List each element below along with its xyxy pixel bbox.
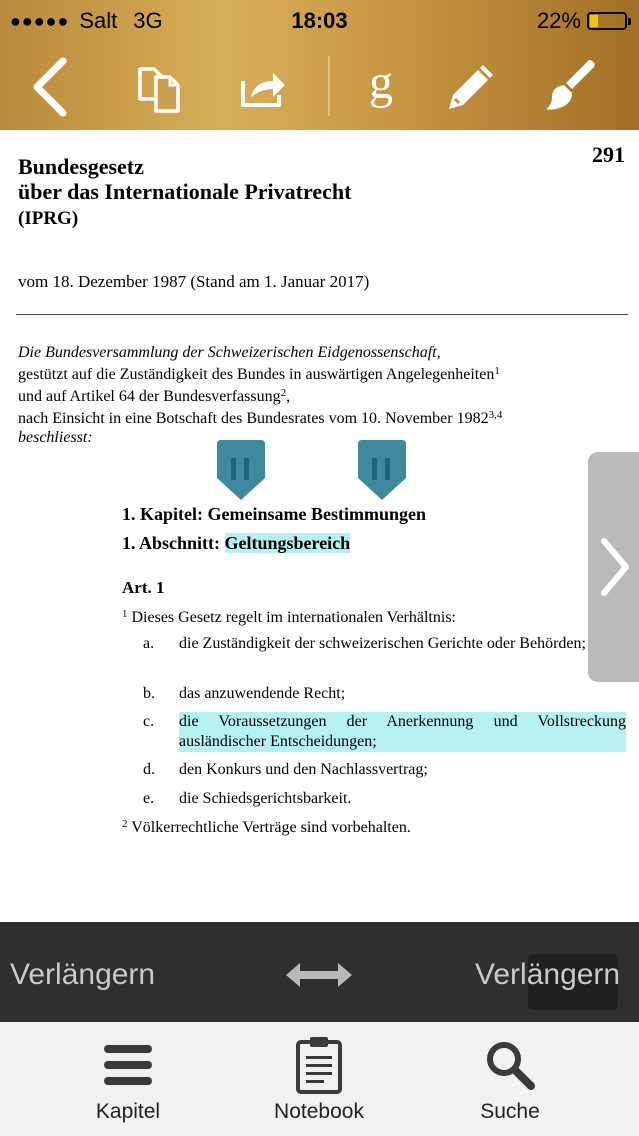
chapter-heading <box>122 500 426 558</box>
copy-button[interactable] <box>127 52 197 122</box>
preamble-line: nach Einsicht in eine Botschaft des Bundesrates vom 10. November 1982$^{3,4}$ <box>18 409 503 427</box>
highlight-button[interactable] <box>535 52 605 122</box>
tab-label: Suche <box>480 1100 540 1123</box>
menu-icon <box>102 1043 154 1087</box>
list-item: e. die Schiedsgerichtsbarkeit. <box>143 790 352 807</box>
share-button[interactable] <box>228 52 298 122</box>
google-search-icon: g <box>369 56 393 109</box>
status-bar <box>0 0 639 40</box>
double-arrow-icon <box>284 960 354 990</box>
annotate-button[interactable] <box>436 52 506 122</box>
clock: 18:03 <box>291 8 348 33</box>
carrier-name: Salt <box>79 8 118 33</box>
search-icon <box>484 1039 536 1091</box>
document-page <box>0 130 639 922</box>
document-abbreviation: (IPRG) <box>18 208 79 229</box>
back-arrow-icon <box>27 55 71 119</box>
tab-bar <box>0 1022 639 1136</box>
list-item: b. das anzuwendende Recht; <box>143 685 346 702</box>
preamble-line: gestützt auf die Zuständigkeit des Bundes in auswärtigen Angelegenheiten$^1$ <box>18 365 500 383</box>
signal-strength: ●●●●● <box>10 10 70 31</box>
selection-end-handle[interactable] <box>354 440 410 500</box>
brush-icon <box>540 57 600 117</box>
tab-label: Kapitel <box>95 1100 161 1123</box>
extend-right-button[interactable]: Verlängern <box>475 958 621 991</box>
battery-icon <box>587 12 627 30</box>
date-line: vom 18. Dezember 1987 (Stand am 1. Januar 2017) <box>18 272 370 291</box>
selection-start-handle[interactable] <box>213 440 269 500</box>
article-heading: Art. 1 <box>122 578 165 597</box>
highlighted-text[interactable]: die Voraussetzungen der Anerkennung und Vollstreckung ausländischer Entscheidungen; <box>179 713 626 750</box>
divider <box>16 314 628 315</box>
tab-label: Notebook <box>274 1100 364 1123</box>
selected-text[interactable]: Geltungsbereich <box>224 533 351 553</box>
paragraph: $^2$ Völkerrechtliche Verträge sind vorbehalten. <box>122 818 411 836</box>
clipboard-icon <box>295 1036 343 1094</box>
chapter-title: 1. Kapitel: Gemeinsame Bestimmungen <box>122 504 426 524</box>
tab-kapitel[interactable] <box>28 1034 228 1124</box>
network-type: 3G <box>133 8 163 33</box>
battery-percent: 22% <box>536 8 581 33</box>
title-line-2: über das Internationale Privatrecht <box>18 179 352 204</box>
section-title: 1. Abschnitt: Geltungsbereich <box>122 533 351 553</box>
title-line-1: Bundesgesetz <box>18 154 144 179</box>
share-icon <box>233 57 293 117</box>
preamble-line: beschliesst: <box>18 429 93 446</box>
tab-suche[interactable] <box>410 1034 610 1124</box>
chevron-right-icon <box>596 535 632 599</box>
back-button[interactable] <box>14 52 84 122</box>
preamble <box>18 343 502 447</box>
list-item: d. den Konkurs und den Nachlassvertrag; <box>143 761 428 778</box>
extend-left-button[interactable]: Verlängern <box>10 958 156 991</box>
tab-notebook[interactable] <box>219 1034 419 1124</box>
page-number: 291 <box>592 142 625 167</box>
preamble-line: Die Bundesversammlung der Schweizerischen Eidgenossenschaft, <box>18 344 441 361</box>
next-page-button[interactable] <box>588 452 639 682</box>
list-item: a. die Zuständigkeit der schweizerischen Gerichte oder Behörden; <box>143 635 586 652</box>
pencil-icon <box>443 59 499 115</box>
google-search-button[interactable] <box>346 52 416 122</box>
toolbar-separator <box>328 56 330 116</box>
extend-selection-bar <box>0 922 639 1022</box>
list-item: c. die Voraussetzungen der Anerkennung und Vollstreckung ausländischer Entscheidungen; <box>143 713 626 750</box>
copy-icon <box>132 57 192 117</box>
paragraph: $^1$ Dieses Gesetz regelt im internationalen Verhältnis: <box>122 608 456 626</box>
document-title <box>18 154 351 204</box>
preamble-line: und auf Artikel 64 der Bundesverfassung$^2$, <box>18 387 291 405</box>
